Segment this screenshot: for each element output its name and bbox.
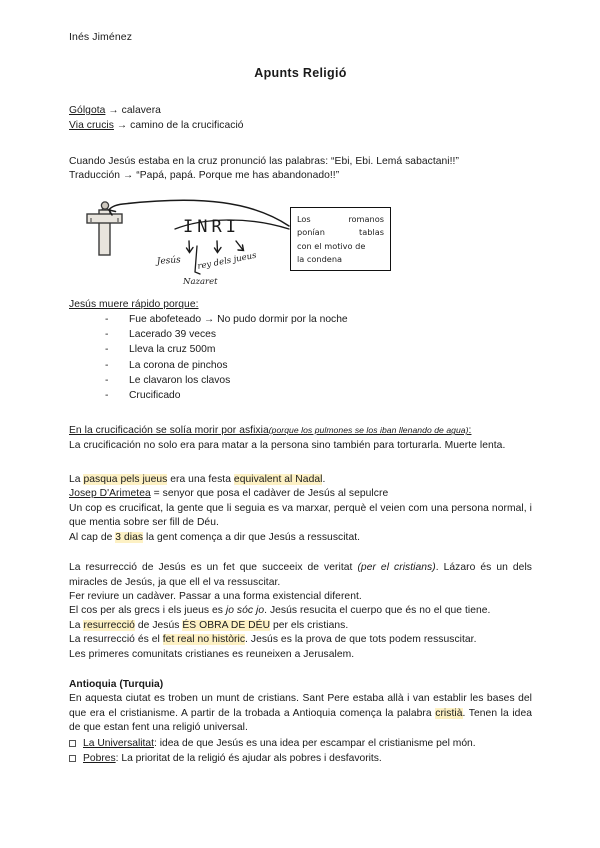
glossary-arrow: → [108,105,119,116]
section-heading-antioquia: Antioquia (Turquia) [69,678,164,690]
list-item: - Fue abofeteado → No pudo dormir por la noche [105,312,532,327]
glossary-entry-via-crucis [69,119,532,133]
glossary-definition: camino de la crucificació [130,120,244,132]
aside-per-el-cristians: (per el cristians) [357,562,436,574]
highlight-resurreccio: resurrecció [83,619,135,631]
bullet-text: : idea de que Jesús es una idea per escampar el cristianisme pel món. [153,737,476,749]
spacer [69,662,532,678]
antioquia-bullet-universalitat [69,736,532,751]
inri-text: INRI [183,216,240,237]
quote-translation-arrow: → [122,170,134,182]
resurreccio-line-1 [69,561,532,590]
hand-label-nazaret: Nazaret [183,276,218,287]
antioquia-body [69,692,532,735]
pasqua-line-2 [69,487,532,501]
bullet-text: : La prioritat de la religió és ajudar als pobres i desfavorits. [115,752,382,764]
highlight-cristia: cristià [435,707,463,719]
callout-word: romanos [348,213,384,224]
callout-word: Los [297,213,311,224]
text-fragment: La [69,474,84,486]
callout-line-3: con el motivo de [297,240,366,251]
text-fragment: era una festa [167,474,234,486]
term-josep-arimetea: Josep D'Arimetea [69,488,151,500]
asphyxia-body: La crucificación no solo era para matar a la persona sino también para torturarla. Muerte lenta. [69,439,506,451]
resurreccio-line-4 [69,619,532,633]
text-fragment: . Lázaro és un dels miracles de Jesús, ja que ell el va ressuscitar. [69,562,532,588]
pasqua-line-3: Un cop es crucificat, la gente que li seguia es va marxar, perquè el veien com una persona normal, i que mentia sobre ser fill de Déu. [69,502,532,529]
glossary-block [69,104,532,134]
hand-label-jesus: Jesús [156,254,182,267]
pasqua-line-4 [69,531,532,545]
pasqua-line-1 [69,473,532,487]
text-fragment: En aquesta ciutat es troben un munt de cristians. Sant Pere estaba allà i van establir les bases del que era el cristianisme. A partir de la trobada a Antioquia comença la palabra [69,693,532,719]
resurreccio-line-6: Les primeres comunitats cristianes es reuneixen a Jerusalem. [69,648,355,660]
text-fragment: La resurrecció és el [69,634,163,646]
list-item: - Lacerado 39 veces [105,327,532,342]
text-fragment: de Jesús [134,619,183,631]
highlight-fet-real-no-historic: fet real no històric [162,634,246,646]
highlight-equivalent-al-nadal: equivalent al Nadal [233,474,323,486]
text-fragment: = senyor que posa el cadàver de Jesús al sepulcre [150,488,389,500]
resurreccio-line-5 [69,633,532,647]
text-fragment: . [322,474,326,486]
quote-block [69,155,532,184]
asphyxia-heading-main: En la crucificación se solía morir por asfixia [69,425,269,437]
death-reasons-heading: Jesús muere rápido porque: [69,298,199,310]
asphyxia-heading [69,423,532,438]
text-fragment: . Tenen la idea de que estan fent una religió universal. [69,707,532,734]
death-reasons-list [69,312,532,403]
spacer [69,453,532,473]
bullet-term: La Universalitat [83,737,154,749]
text-fragment: la gent comença a dir que Jesús a ressuscitat. [143,531,361,543]
glossary-term: Gólgota [69,105,106,116]
spacer [69,545,532,561]
aside-jo-soc-jo: jo sóc jo [225,605,265,617]
text-fragment: Al cap de [69,531,116,543]
callout-line-2 [297,226,384,240]
glossary-term: Via crucis [69,120,114,132]
text-fragment: per els cristians. [270,619,349,631]
list-item: - Le clavaron los clavos [105,373,532,388]
spacer [69,403,532,423]
checkbox-icon [69,740,76,747]
text-fragment: . Jesús resucita el cuerpo que és no el que tiene. [264,605,491,617]
inri-sketch-figure [83,196,413,288]
highlight-pasqua-pels-jueus: pasqua pels jueus [83,474,168,486]
text-fragment: . Jesús es la prova de que tots podem ressuscitar. [245,634,477,646]
resurreccio-line-2: Fer reviure un cadàver. Passar a una forma existencial diferent. [69,590,362,602]
hand-label-rey: rey dels jueus [196,250,258,272]
quote-translation-label: Traducción [69,170,121,182]
list-item: - La corona de pinchos [105,358,532,373]
text-fragment: La [69,619,84,631]
quote-translation [69,169,532,183]
glossary-definition: calavera [121,105,161,116]
highlight-3-dias: 3 dias [115,531,144,543]
resurreccio-line-3 [69,604,532,618]
bullet-term: Pobres [83,752,116,764]
glossary-entry-golgota [69,104,532,118]
checkbox-icon [69,755,76,762]
resurreccio-block [69,561,532,662]
callout-word: ponían [297,227,325,238]
cross-icon [87,202,122,255]
spacer [69,135,532,155]
page-title: Apunts Religió [254,66,347,80]
text-fragment: El cos per als grecs i els jueus es [69,605,226,617]
asphyxia-heading-colon: : [468,425,472,437]
romans-callout-box [290,207,391,271]
quote-translation-text: “Papá, papá. Porque me has abandonado!!” [136,170,340,182]
highlight-es-obra-de-deu: ÉS OBRA DE DÉU [182,619,271,631]
list-item: - Lleva la cruz 500m [105,342,532,357]
author-name: Inés Jiménez [69,31,133,43]
antioquia-bullet-pobres [69,751,532,766]
callout-line-1 [297,213,384,227]
label-arrows [187,241,244,253]
callout-line-4: la condena [297,254,343,265]
quote-original: Cuando Jesús estaba en la cruz pronunció las palabras: “Ebi, Ebi. Lemá sabactani!!” [69,155,459,167]
list-item: - Crucificado [105,388,532,403]
pasqua-block [69,473,532,545]
asphyxia-heading-paren: (porque los pulmones se los iban llenando de agua) [268,425,469,436]
glossary-arrow: → [116,120,128,132]
callout-word: tablas [359,227,384,238]
text-fragment: La resurrecció de Jesús es un fet que succeeix de veritat [69,562,358,574]
